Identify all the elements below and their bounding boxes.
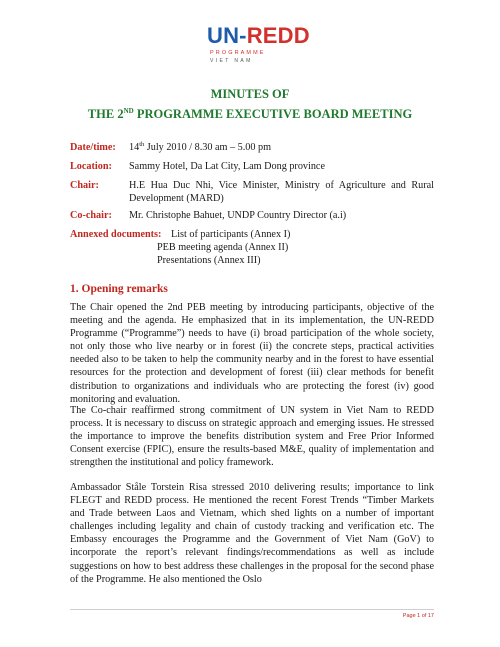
paragraph-ambassador: Ambassador Ståle Torstein Risa stressed 2010 delivering results; importance to link FLEGT and REDD process. He mentioned the recent Forest Trends “Timber Markets and Trade between Laos and Vietnam, which shed lights on a number of important challenges including legality and chain of custody tracking and verification etc. The Embassy encourages the Programme and the Government of Viet Nam (GoV) to incorporate the report’s relevant findings/recommendations as well as include suggestions on how to best address these challenges in the proposal for the second phase of the Programme. He also mentioned the Oslo bbox=[70, 482, 434, 585]
logo-country: VIET NAM bbox=[210, 58, 253, 64]
un-redd-logo bbox=[207, 22, 310, 68]
date-rest: July 2010 / 8.30 am – 5.00 pm bbox=[144, 142, 272, 153]
annex-label: Annexed documents: bbox=[70, 229, 162, 240]
chair-value: H.E Hua Duc Nhi, Vice Minister, Ministry of Agriculture and Rural Development (MARD) bbox=[129, 180, 434, 204]
annex-item: List of participants (Annex I) bbox=[171, 229, 291, 240]
section-heading-opening-remarks: 1. Opening remarks bbox=[70, 283, 168, 295]
chair-label: Chair: bbox=[70, 180, 99, 191]
logo-wordmark bbox=[207, 22, 310, 50]
date-day: 14 bbox=[129, 142, 140, 153]
paragraph-cochair: The Co-chair reaffirmed strong commitment of UN system in Viet Nam to REDD process. It is necessary to discuss on strategic approach and emerging issues. He stressed the importance to improve the benefits distribution system and Free Prior Informed Consent exercise (FPIC), ensure the results-based M&E, quality of implementation and strengthen the institutional and policy framework. bbox=[70, 405, 434, 469]
footer-divider bbox=[70, 609, 434, 610]
annex-item: PEB meeting agenda (Annex II) bbox=[157, 242, 289, 253]
meta-location-row bbox=[70, 160, 434, 173]
meta-cochair-row bbox=[70, 209, 434, 222]
location-label: Location: bbox=[70, 161, 112, 172]
document-subtitle bbox=[0, 104, 500, 122]
location-value: Sammy Hotel, Da Lat City, Lam Dong province bbox=[129, 161, 325, 172]
subtitle-sup: ND bbox=[123, 107, 134, 115]
subtitle-pre: THE 2 bbox=[87, 107, 124, 121]
document-title: MINUTES OF bbox=[210, 87, 290, 101]
meta-date-row bbox=[70, 141, 434, 154]
logo-redd: REDD bbox=[246, 23, 310, 48]
meta-chair-row bbox=[70, 179, 434, 205]
logo-un: UN- bbox=[207, 23, 247, 48]
page-number: Page 1 of 17 bbox=[402, 613, 434, 619]
annex-item: Presentations (Annex III) bbox=[157, 255, 261, 266]
subtitle-post: PROGRAMME EXECUTIVE BOARD MEETING bbox=[133, 107, 413, 121]
date-sup: th bbox=[139, 141, 145, 148]
date-value bbox=[129, 141, 434, 154]
date-label: Date/time: bbox=[70, 142, 116, 153]
cochair-label: Co-chair: bbox=[70, 210, 112, 221]
paragraph-chair-opening: The Chair opened the 2nd PEB meeting by introducing participants, objective of the meeting and the agenda. He emphasized that in its implementation, the UN-REDD Programme (“Programme”) needs to have (i) broad participation of the whole society, not only those who live nearby or in forest (ii) the concrete steps, practical activities needed also to be taken to help the community nearby and in the forest to have essential resources for the protection and development of forest (iii) clear methods for benefit distribution to organizations and individuals who are protecting the forest (iv) good monitoring and evaluation. bbox=[70, 302, 434, 405]
logo-subtitle: PROGRAMME bbox=[210, 50, 266, 56]
cochair-value: Mr. Christophe Bahuet, UNDP Country Director (a.i) bbox=[129, 210, 347, 221]
